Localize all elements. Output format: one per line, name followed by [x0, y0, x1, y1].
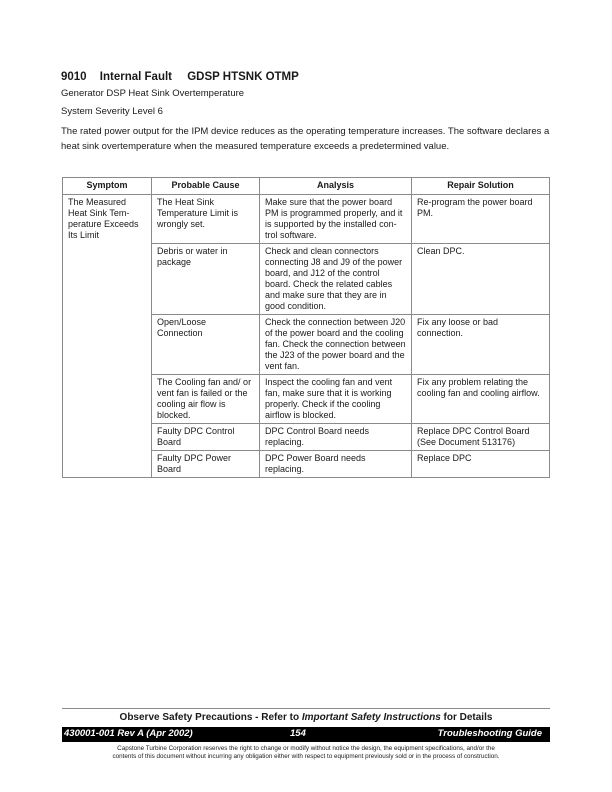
guide-title: Troubleshooting Guide	[437, 728, 542, 739]
cause-cell: The Heat Sink Temperature Limit is wrongly set.	[152, 195, 260, 244]
disclaimer-line: Capstone Turbine Corporation reserves the right to change or modify without notice the design, the equipment specifications, and/or the	[117, 745, 495, 752]
cause-cell: The Cooling fan and/ or vent fan is failed or the cooling air flow is blocked.	[152, 375, 260, 424]
cause-cell: Debris or water in package	[152, 244, 260, 315]
table-row	[63, 195, 550, 244]
analysis-cell: Check the connection between J20 of the power board and the cooling fan. Check the connection between the J23 of the power board and the vent fan.	[260, 315, 412, 375]
safety-prefix: Observe Safety Precautions - Refer to	[119, 712, 302, 723]
table-header-row	[63, 178, 550, 195]
solution-cell: Re-program the power board PM.	[412, 195, 550, 244]
safety-instructions-reference: Important Safety Instructions	[301, 712, 441, 723]
page-number: 154	[290, 728, 306, 739]
troubleshooting-table	[62, 177, 550, 478]
analysis-cell: Make sure that the power board PM is programmed properly, and it is supported by the installed con-trol software.	[260, 195, 412, 244]
analysis-cell: Check and clean connectors connecting J8 and J9 of the power board, and J12 of the control board. Check the related cables and make sure that they are in good condition.	[260, 244, 412, 315]
cause-cell: Faulty DPC Power Board	[152, 451, 260, 478]
cause-cell: Faulty DPC Control Board	[152, 424, 260, 451]
safety-suffix: for Details	[440, 712, 493, 723]
solution-cell: Clean DPC.	[412, 244, 550, 315]
fault-description: The rated power output for the IPM device reduces as the operating temperature increases. The software declares a heat sink overtemperature when the measured temperature exceeds a predetermined value.	[61, 126, 550, 152]
symptom-cell: The Measured Heat Sink Tem-perature Exceeds Its Limit	[63, 195, 152, 478]
analysis-cell: Inspect the cooling fan and vent fan, make sure that it is working properly. Check if the cooling airflow is blocked.	[260, 375, 412, 424]
analysis-cell: DPC Control Board needs replacing.	[260, 424, 412, 451]
fault-code: 9010	[61, 71, 87, 83]
fault-title: Generator DSP Heat Sink Overtemperature	[61, 88, 245, 99]
severity-level: System Severity Level 6	[61, 106, 163, 117]
footer-bar	[62, 727, 550, 742]
disclaimer-line: contents of this document without incurring any obligation either with respect to equipment previously sold or in the process of construction.	[112, 753, 500, 760]
header-symptom: Symptom	[63, 178, 152, 195]
fault-mnemonic: GDSP HTSNK OTMP	[187, 71, 299, 83]
document-number: 430001-001 Rev A (Apr 2002)	[64, 728, 193, 739]
solution-cell: Fix any problem relating the cooling fan and cooling airflow.	[412, 375, 550, 424]
solution-cell: Replace DPC Control Board (See Document 513176)	[412, 424, 550, 451]
solution-cell: Replace DPC	[412, 451, 550, 478]
cause-cell: Open/Loose Connection	[152, 315, 260, 375]
header-probable-cause: Probable Cause	[152, 178, 260, 195]
solution-cell: Fix any loose or bad connection.	[412, 315, 550, 375]
footer-divider	[62, 708, 550, 709]
safety-notice	[62, 712, 550, 723]
header-repair-solution: Repair Solution	[412, 178, 550, 195]
fault-heading	[61, 71, 299, 83]
header-analysis: Analysis	[260, 178, 412, 195]
fault-name: Internal Fault	[99, 71, 172, 83]
analysis-cell: DPC Power Board needs replacing.	[260, 451, 412, 478]
legal-disclaimer	[62, 745, 550, 761]
